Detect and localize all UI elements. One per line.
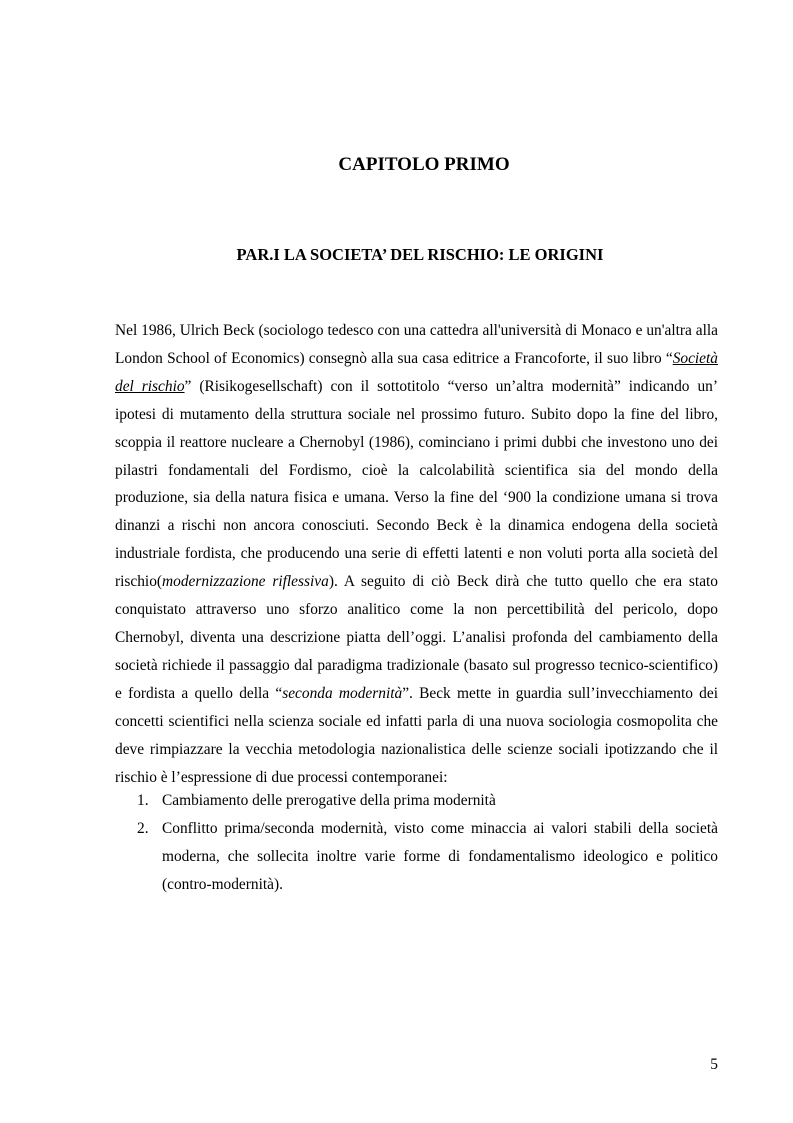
page-number: 5	[710, 1056, 718, 1073]
list-item-number: 1.	[137, 792, 149, 809]
paragraph-text-3: ). A seguito di ciò Beck dirà che tutto quello che era stato conquistato attraverso uno sforzo analitico come la non percettibilità del pericolo, dopo Chernobyl, diventa una descrizione piatta dell’oggi. L’analisi profonda del cambiamento della società richiede il passaggio dal paradigma tradizionale (basato sul progresso tecnico-scientifico) e fordista a quello della “	[115, 573, 718, 702]
book-title: Società del rischio	[115, 349, 718, 395]
chapter-title: CAPITOLO PRIMO	[338, 154, 510, 175]
paragraph-text-1: Nel 1986, Ulrich Beck (sociologo tedesco con una cattedra all'università di Monaco e un'altra alla London School of Economics) consegnò alla sua casa editrice a Francoforte, il suo libro “	[115, 322, 718, 367]
paragraph-text-4: ”. Beck mette in guardia sull’invecchiamento dei concetti scientifici nella scienza sociale ed infatti parla di una nuova sociologia cosmopolita che deve rimpiazzare la vecchia metodologia nazionalistica delle scienze sociali ipotizzando che il rischio è l’espressione di due processi contemporanei:	[115, 684, 718, 786]
list-item-text: Cambiamento delle prerogative della prima modernità	[162, 792, 496, 809]
list-item	[115, 815, 718, 899]
body-paragraph	[115, 317, 718, 791]
list-item-text: Conflitto prima/seconda modernità, visto come minaccia ai valori stabili della società moderna, che sollecita inoltre varie forme di fondamentalismo ideologico e politico (contro-modernità).	[162, 819, 718, 893]
term-reflexive-modernization: modernizzazione riflessiva	[162, 573, 329, 591]
list-item	[115, 787, 718, 815]
term-second-modernity: seconda modernità	[282, 684, 403, 702]
paragraph-text-2: ” (Risikogesellschaft) con il sottotitolo “verso un’altra modernità” indicando un’ ipotesi di mutamento della struttura sociale nel prossimo futuro. Subito dopo la fine del libro, scoppia il reattore nucleare a Chernobyl (1986), cominciano i primi dubbi che investono uno dei pilastri fondamentali del Fordismo, cioè la calcolabilità scientifica sia del mondo della produzione, sia della natura fisica e umana. Verso la fine del ‘900 la condizione umana si trova dinanzi a rischi non ancora conosciuti. Secondo Beck è la dinamica endogena della società industriale fordista, che producendo una serie di effetti latenti e non voluti porta alla società del rischio(	[115, 377, 718, 591]
section-title: PAR.I LA SOCIETA’ DEL RISCHIO: LE ORIGINI	[236, 245, 604, 264]
numbered-list	[115, 787, 718, 899]
list-item-number: 2.	[137, 819, 149, 837]
